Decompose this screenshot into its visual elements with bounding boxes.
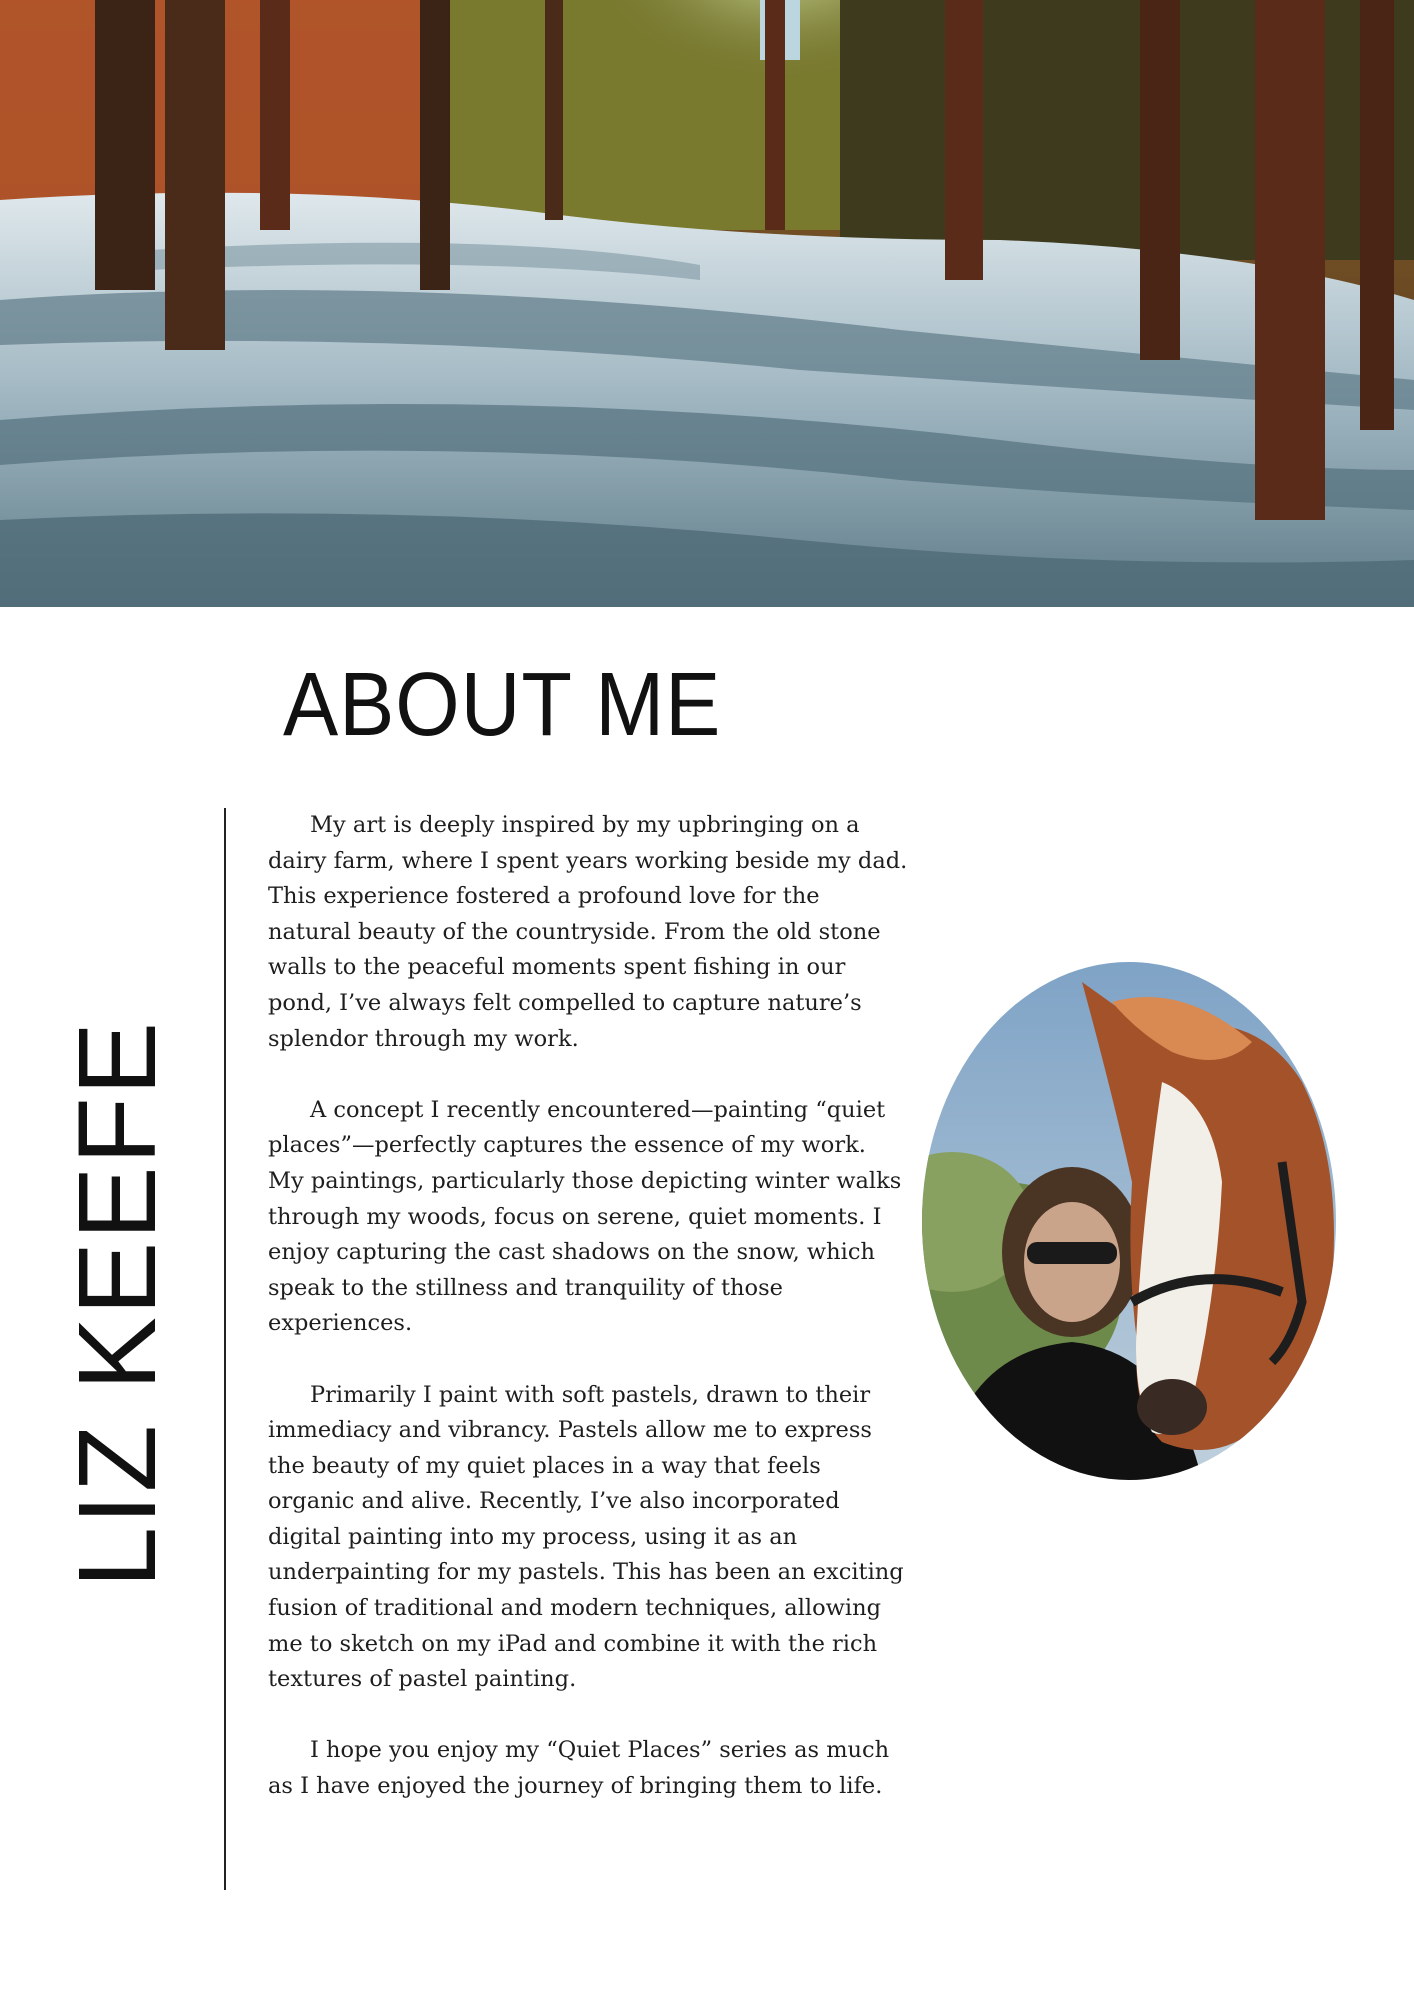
snowy-forest-path-painting: [0, 0, 1414, 607]
bio-paragraph: A concept I recently encountered—painting “quiet places”—perfectly captures the essence of my work. My paintings, particularly those depicting winter walks through my woods, focus on serene, quiet moments. I enjoy capturing the cast shadows on the snow, which speak to the stillness and tranquility of those experiences.: [268, 1096, 902, 1337]
artist-name: LIZ KEEFE: [56, 1019, 179, 1588]
bio-paragraph: My art is deeply inspired by my upbringing on a dairy farm, where I spent years working beside my dad. This experience fostered a profound love for the natural beauty of the countryside. From the old stone walls to the peaceful moments spent fishing in our pond, I’ve always felt compelled to capture nature’s splendor through my work.: [268, 812, 908, 1052]
bio-paragraph: I hope you enjoy my “Quiet Places” series as much as I have enjoyed the journey of bringing them to life.: [268, 1737, 890, 1800]
artist-portrait: [922, 962, 1336, 1480]
artist-with-horse-photo: [922, 962, 1336, 1480]
bio-paragraph: Primarily I paint with soft pastels, drawn to their immediacy and vibrancy. Pastels allow me to express the beauty of my quiet places in a way that feels organic and alive. Recently, I’ve also incorporated digital painting into my process, using it as an underpainting for my pastels. This has been an exciting fusion of traditional and modern techniques, allowing me to sketch on my iPad and combine it with the rich textures of pastel painting.: [268, 1381, 904, 1693]
bio-text: [268, 808, 908, 1840]
page-title: ABOUT ME: [283, 655, 722, 755]
hero-painting: [0, 0, 1414, 607]
vertical-divider: [224, 808, 226, 1890]
